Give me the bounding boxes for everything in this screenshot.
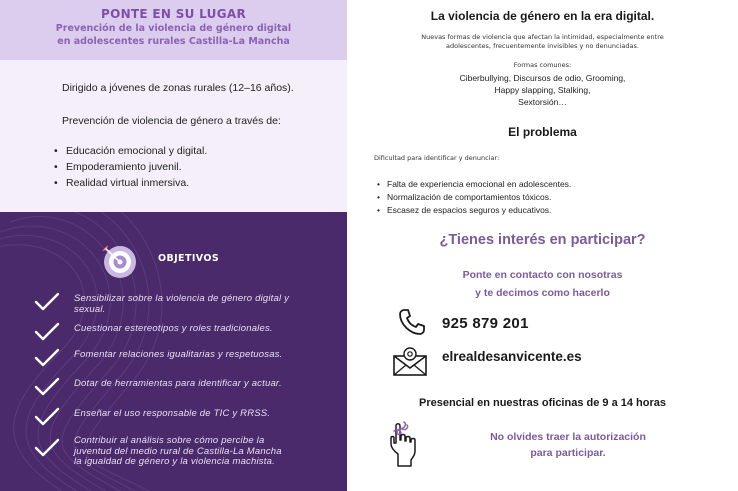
project-title: PONTE EN SU LUGAR	[100, 7, 247, 21]
intro-line-2: adolescentes, frecuentemente invisibles y no denunciadas.	[446, 42, 639, 50]
prevention-intro: Prevención de violencia de género a través de:	[62, 115, 281, 127]
checkmark-icon	[34, 407, 60, 427]
office-hours: Presencial en nuestras oficinas de 9 a 14 horas	[418, 397, 666, 409]
list-item: • Empoderamiento juvenil.	[54, 159, 207, 175]
target-icon	[100, 242, 138, 280]
problem-list	[377, 178, 571, 217]
section-title: La violencia de género en la era digital.	[430, 9, 655, 23]
reminder-text	[423, 429, 713, 461]
methods-list	[54, 143, 207, 191]
phone-icon	[397, 307, 427, 337]
project-subtitle-line-2: en adolescentes rurales Castilla-La Mancha	[57, 36, 290, 47]
common-forms	[347, 72, 738, 108]
objective-item	[34, 377, 344, 403]
list-item: • Normalización de comportamientos tóxicos.	[377, 191, 571, 204]
list-item: • Educación emocional y digital.	[54, 143, 207, 159]
objectives-title: OBJETIVOS	[158, 253, 220, 264]
checkmark-icon	[34, 322, 60, 342]
info-panel	[0, 0, 347, 212]
objective-item	[34, 407, 344, 433]
checkmark-icon	[34, 348, 60, 368]
interest-heading: ¿Tienes interés en participar?	[439, 232, 646, 248]
list-item: • Escasez de espacios seguros y educativos.	[377, 204, 571, 217]
envelope-icon	[391, 345, 429, 377]
audience-text: Dirigido a jóvenes de zonas rurales (12–16 años).	[62, 82, 294, 94]
checkmark-icon	[34, 438, 60, 458]
objective-text: Cuestionar estereotipos y roles tradicionales.	[74, 323, 273, 334]
contact-line: y te decimos como hacerlo	[475, 287, 610, 299]
common-forms-line: Happy slapping, Stalking,	[494, 85, 591, 95]
objective-text: Sensibilizar sobre la violencia de género digital y sexual.	[74, 293, 290, 315]
website-link[interactable]: elrealdesanvicente.es	[442, 349, 582, 364]
intro-line-1: Nuevas formas de violencia que afectan la intimidad, especialmente entre	[421, 33, 664, 41]
finger-string-icon	[383, 418, 423, 470]
list-item: • Falta de experiencia emocional en adolescentes.	[377, 178, 571, 191]
project-subtitle-line-1: Prevención de la violencia de género digital	[55, 23, 292, 34]
common-forms-line: Ciberbullying, Discursos de odio, Grooming,	[459, 73, 626, 83]
project-header	[0, 0, 347, 60]
objective-text: Contribuir al análisis sobre cómo percibe la juventud del medio rural de Castilla-La Mancha la igualdad de género y la violencia machista.	[74, 435, 282, 467]
objective-text: Fomentar relaciones igualitarias y respetuosas.	[74, 349, 283, 360]
reminder-line: No olvides traer la autorización	[490, 431, 646, 443]
contact-text	[347, 266, 738, 302]
objective-text: Dotar de herramientas para identificar y actuar.	[74, 378, 282, 389]
objective-item	[34, 322, 344, 348]
right-column	[347, 0, 738, 491]
left-column	[0, 0, 347, 491]
objectives-panel	[0, 212, 347, 491]
list-item: • Realidad virtual inmersiva.	[54, 175, 207, 191]
checkmark-icon	[34, 377, 60, 397]
objective-text: Enseñar el uso responsable de TIC y RRSS.	[74, 408, 271, 419]
objective-item	[34, 348, 344, 374]
common-forms-label: Formas comunes:	[513, 61, 572, 69]
checkmark-icon	[34, 292, 60, 312]
objective-item	[34, 434, 344, 474]
contact-line: Ponte en contacto con nosotras	[462, 269, 623, 281]
common-forms-line: Sextorsión…	[518, 97, 567, 107]
phone-number[interactable]: 925 879 201	[442, 315, 529, 332]
problem-intro: Dificultad para identificar y denunciar:	[374, 154, 500, 162]
problem-title: El problema	[508, 125, 577, 139]
objective-item	[34, 292, 344, 318]
reminder-line: para participar.	[530, 447, 606, 459]
